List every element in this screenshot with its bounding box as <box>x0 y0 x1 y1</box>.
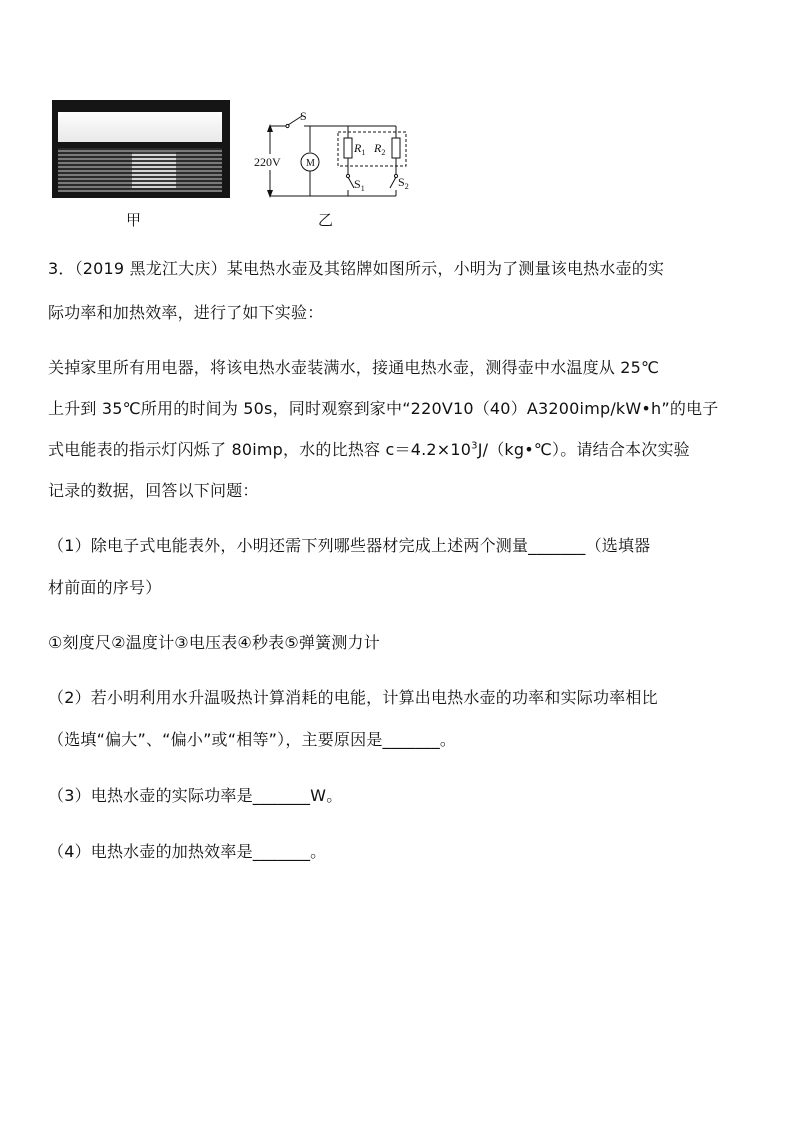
para1-line3: 式电能表的指示灯闪烁了 80imp，水的比热容 $c=4.2\times 10^3J/(kg•℃)$。请结合本次实验 <box>48 440 690 459</box>
voltage-arrow-down <box>267 190 273 198</box>
resistor-r2 <box>392 138 400 158</box>
q2-line1: （2）若小明利用水升温吸热计算消耗的电能，计算出电热水壶的功率和实际功率相比 <box>48 688 658 707</box>
kettle-lid <box>58 112 222 142</box>
options-line: ①刻度尺②温度计③电压表④秒表⑤弹簧测力计 <box>48 633 380 652</box>
r2-label: $R_2$ <box>374 141 386 157</box>
motor-label: M <box>306 158 315 169</box>
voltage-arrow-up <box>267 124 273 132</box>
resistor-r1 <box>344 138 352 158</box>
kettle-photo <box>52 100 230 198</box>
q2-line2: （选填“偏大”、“偏小”或“相等”），主要原因是_______。 <box>48 730 457 749</box>
kettle-vent-center <box>132 152 176 188</box>
photo-caption: 甲 <box>126 211 142 229</box>
switch-s-label: S <box>300 109 307 123</box>
q3-line: （3）电热水壶的实际功率是_______W。 <box>48 786 343 805</box>
switch-s2-blade <box>390 177 396 188</box>
question-number-line: 3．（2019 黑龙江大庆）某电热水壶及其铭牌如图所示，小明为了测量该电热水壶的实 <box>48 259 665 278</box>
circuit-diagram <box>250 108 420 200</box>
r1-label: $R_1$ <box>354 141 366 157</box>
para1-line2: 上升到 35℃所用的时间为 50s，同时观察到家中“220V10（40）A3200imp/kW•h”的电子 <box>48 399 719 418</box>
question-stem-line2: 际功率和加热效率，进行了如下实验： <box>48 303 324 322</box>
para1-line1: 关掉家里所有用电器，将该电热水壶装满水，接通电热水壶，测得壶中水温度从 25℃ <box>48 358 660 377</box>
q1-line1: （1）除电子式电能表外，小明还需下列哪些器材完成上述两个测量_______（选填器 <box>48 536 651 555</box>
para1-line4: 记录的数据，回答以下问题： <box>48 481 259 500</box>
circuit-caption: 乙 <box>318 211 334 229</box>
s1-label: $S_1$ <box>354 177 365 193</box>
q1-line2: 材前面的序号） <box>48 578 162 597</box>
s2-label: $S_2$ <box>398 175 409 191</box>
voltage-label: 220V <box>254 155 281 169</box>
q4-line: （4）电热水壶的加热效率是_______。 <box>48 842 327 861</box>
